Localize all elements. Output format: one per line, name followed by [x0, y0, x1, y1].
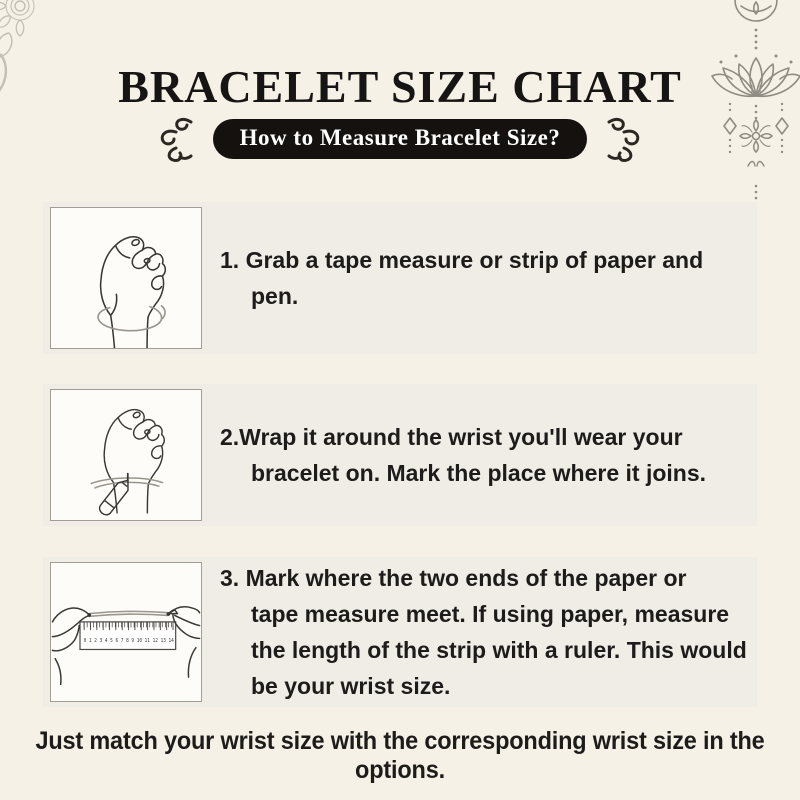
ruler-numbers: 0 1 2 3 4 5 6 7 8 9 10 11 12 13 14 — [83, 638, 175, 645]
curly-flourish-right-icon — [600, 114, 646, 164]
footer-note: Just match your wrist size with the corresponding wrist size in the options. — [35, 727, 765, 784]
step2-line1: 2.Wrap it around the wrist you'll wear your — [220, 424, 683, 450]
step-row-3 — [43, 557, 757, 707]
hand-with-tape-loop-icon — [51, 208, 201, 348]
hands-measuring-strip-with-ruler-icon — [51, 563, 201, 701]
step2-line2: bracelet on. Mark the place where it joins. — [251, 460, 707, 486]
step1-illustration-box — [50, 207, 202, 349]
step3-text — [220, 557, 753, 707]
step-row-1 — [43, 202, 757, 354]
step1-line1: 1. Grab a tape measure or strip of paper and — [220, 247, 704, 273]
step2-text — [220, 384, 753, 526]
subtitle-badge: How to Measure Bracelet Size? — [213, 119, 588, 159]
page-title: BRACELET SIZE CHART — [118, 61, 682, 112]
step1-line2: pen. — [251, 283, 299, 309]
step1-text — [220, 202, 753, 354]
step3-line4: be your wrist size. — [251, 673, 451, 699]
step3-illustration-box — [50, 562, 202, 702]
step3-line1: 3. Mark where the two ends of the paper or — [220, 565, 687, 591]
curly-flourish-left-icon — [154, 114, 200, 164]
hand-marking-wrist-with-pen-icon — [51, 390, 201, 520]
step3-line2: tape measure meet. If using paper, measure — [251, 601, 730, 627]
step3-line3: the length of the strip with a ruler. This would — [251, 637, 747, 663]
step-row-2 — [43, 384, 757, 526]
step2-illustration-box — [50, 389, 202, 521]
subtitle-row — [0, 116, 800, 162]
